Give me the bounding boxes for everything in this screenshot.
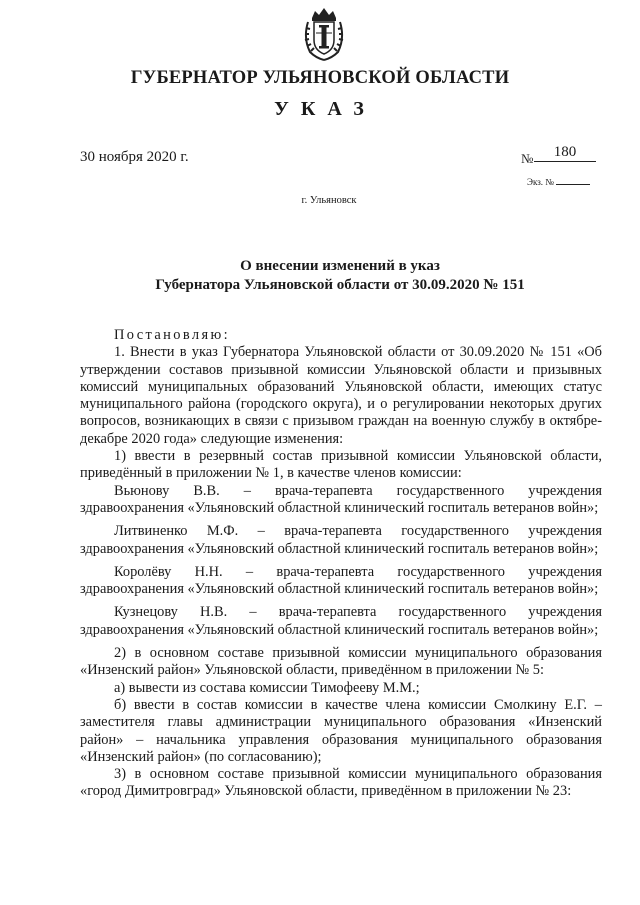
decree-date: 30 ноября 2020 г.: [80, 149, 189, 165]
body-paragraph: Постановляю:: [114, 327, 231, 343]
subject-line-2: Губернатора Ульяновской области от 30.09.2020 № 151: [155, 277, 525, 293]
subject-line-1: О внесении изменений в указ: [240, 258, 440, 274]
body-paragraph: а) вывести из состава комиссии Тимофееву М.М.;: [114, 679, 420, 696]
governor-title: ГУБЕРНАТОР УЛЬЯНОВСКОЙ ОБЛАСТИ: [130, 68, 510, 88]
body-paragraph: 3) в основном составе призывной комиссии муниципального образования «город Димитровград» Ульяновской области, приведённом в приложении № 23:: [80, 766, 602, 800]
copy-label: Экз. №: [527, 177, 554, 187]
body-paragraph: б) ввести в состав комиссии в качестве члена комиссии Смолкину Е.Г. – заместителя главы администрации муниципального образования «Инзенский район» – начальника управления образования муниципального образования «Инзенский район» (по согласованию);: [80, 696, 602, 765]
body-paragraph: Вьюнову В.В. – врача-терапевта государственного учреждения здравоохранения «Ульяновский областной клинический госпиталь ветеранов войн»;: [80, 482, 602, 516]
body-paragraph: 1) ввести в резервный состав призывной комиссии Ульяновской области, приведённый в приложении № 1, в качестве членов комиссии:: [80, 448, 602, 482]
body-paragraph: Литвиненко М.Ф. – врача-терапевта государственного учреждения здравоохранения «Ульяновский областной клинический госпиталь ветеранов войн»;: [80, 523, 602, 557]
body-paragraph: Королёву Н.Н. – врача-терапевта государственного учреждения здравоохранения «Ульяновский областной клинический госпиталь ветеранов войн»;: [80, 563, 602, 598]
body-paragraph: 1. Внести в указ Губернатора Ульяновской области от 30.09.2020 № 151 «Об утверждении составов призывной комиссии Ульяновской области и призывных комиссий муниципальных образований Ульяновской области, имеющих статус муниципального района (городского округа), и о регулировании некоторых других вопросов, возникающих в связи с призывом граждан на военную службу в октябре-декабре 2020 года» следующие изменения:: [80, 344, 602, 447]
decree-subject: [60, 257, 620, 295]
decree-body: [80, 327, 602, 801]
decree-number: 180: [534, 143, 596, 162]
body-paragraph: 2) в основном составе призывной комиссии муниципального образования «Инзенский район» Ульяновской области, приведённом в приложении № 5:: [80, 645, 602, 679]
body-paragraph: Кузнецову Н.В. – врача-терапевта государственного учреждения здравоохранения «Ульяновский областной клинический госпиталь ветеранов войн»;: [80, 604, 602, 638]
number-label: №: [521, 151, 534, 166]
ulyanovsk-coat-of-arms-icon: [302, 6, 346, 62]
copy-number: [527, 176, 590, 187]
city-name: г. Ульяновск: [301, 195, 357, 206]
decree-title: УКАЗ: [274, 98, 376, 120]
